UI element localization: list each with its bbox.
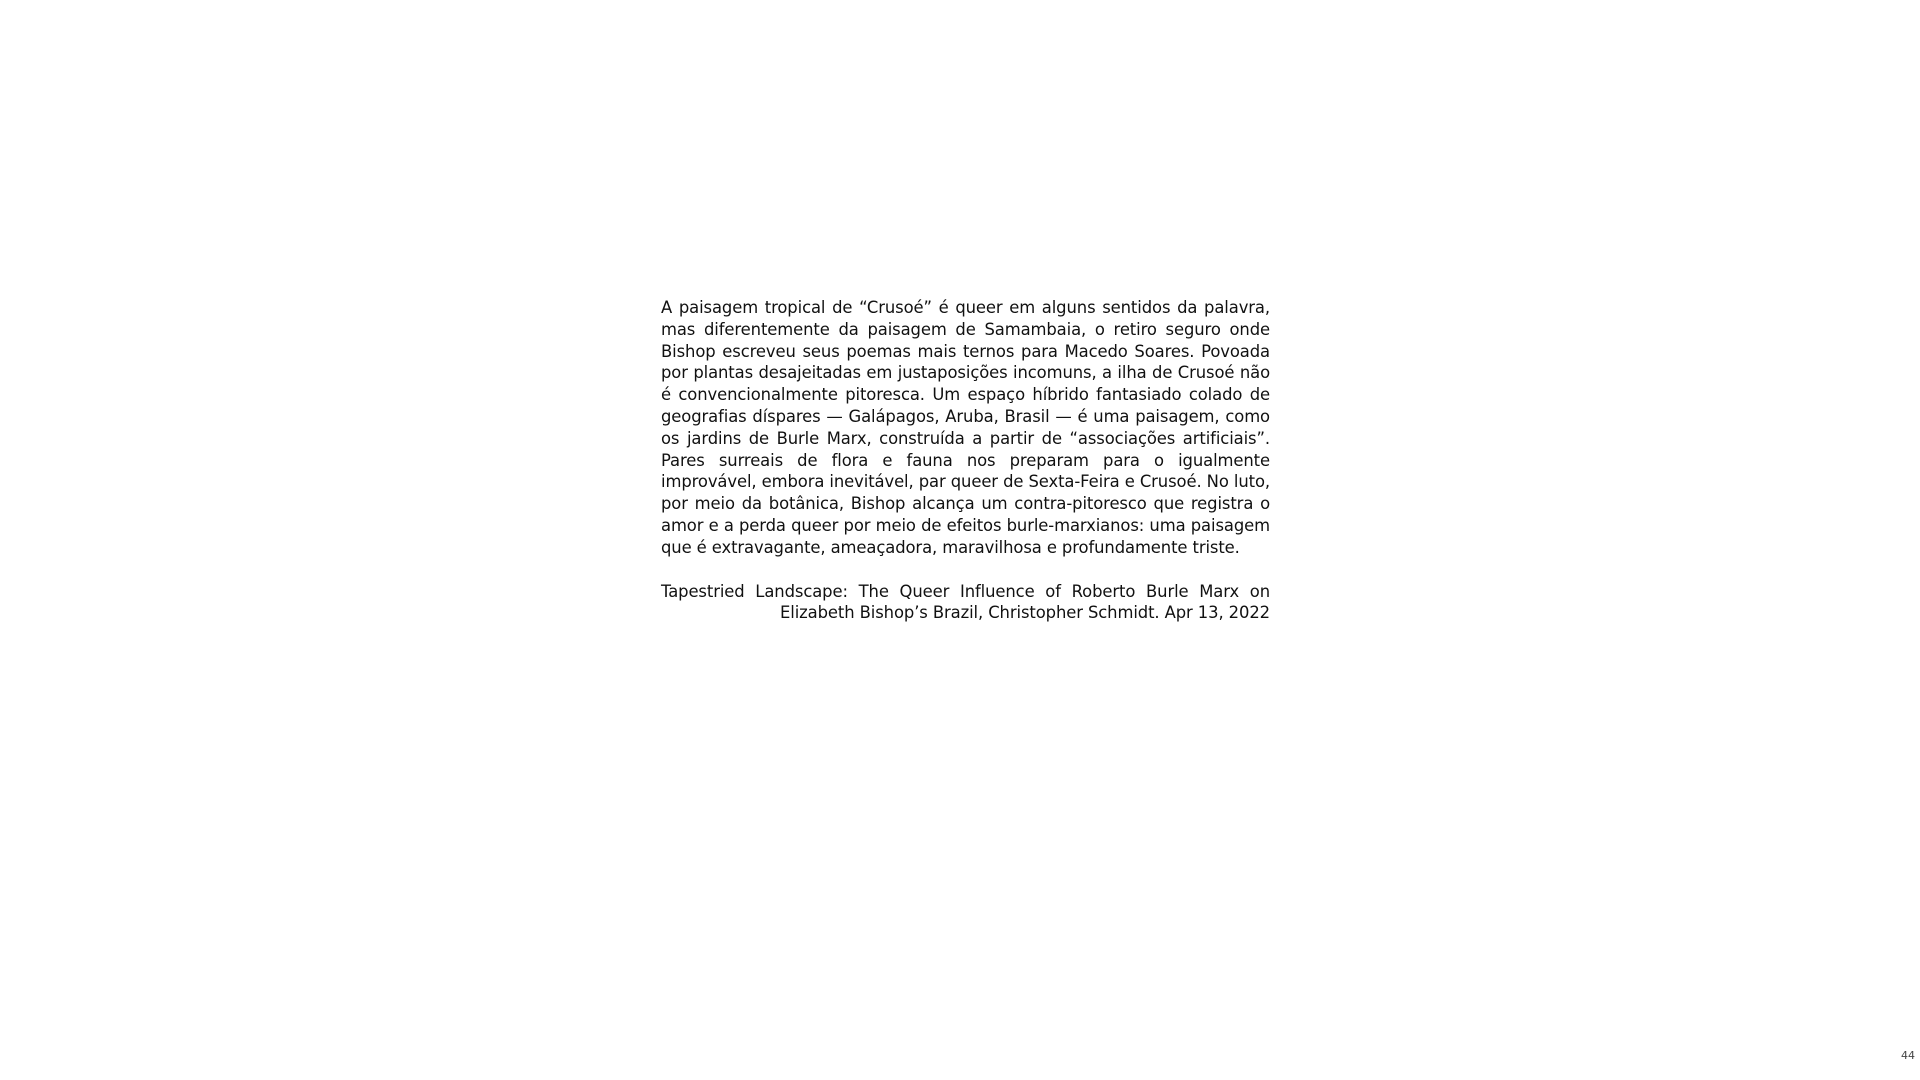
page-number: 44 [1901, 1049, 1915, 1062]
citation-line-1: Tapestried Landscape: The Queer Influence of Roberto Burle Marx on [661, 581, 1270, 601]
quote-paragraph: A paisagem tropical de “Crusoé” é queer em alguns sentidos da palavra, mas diferentemente da paisagem de Samambaia, o retiro seguro onde Bishop escreveu seus poemas mais ternos para Macedo Soares. Povoada por plantas desajeitadas em justaposições incomuns, a ilha de Crusoé não é convencionalmente pitoresca. Um espaço híbrido fantasiado colado de geografias díspares — Galápagos, Aruba, Brasil — é uma paisagem, como os jardins de Burle Marx, construída a partir de “associações artificiais”. Pares surreais de flora e fauna nos preparam para o igualmente improvável, embora inevitável, par queer de Sexta-Feira e Crusoé. No luto, por meio da botânica, Bishop alcança um contra-pitoresco que registra o amor e a perda queer por meio de efeitos burle-marxianos: uma paisagem que é extravagante, ameaçadora, maravilhosa e profundamente triste. [661, 298, 1270, 557]
quote-citation [661, 581, 1270, 625]
citation-line-2: Elizabeth Bishop’s Brazil, Christopher Schmidt. Apr 13, 2022 [780, 603, 1270, 623]
quote-block [661, 297, 1270, 624]
